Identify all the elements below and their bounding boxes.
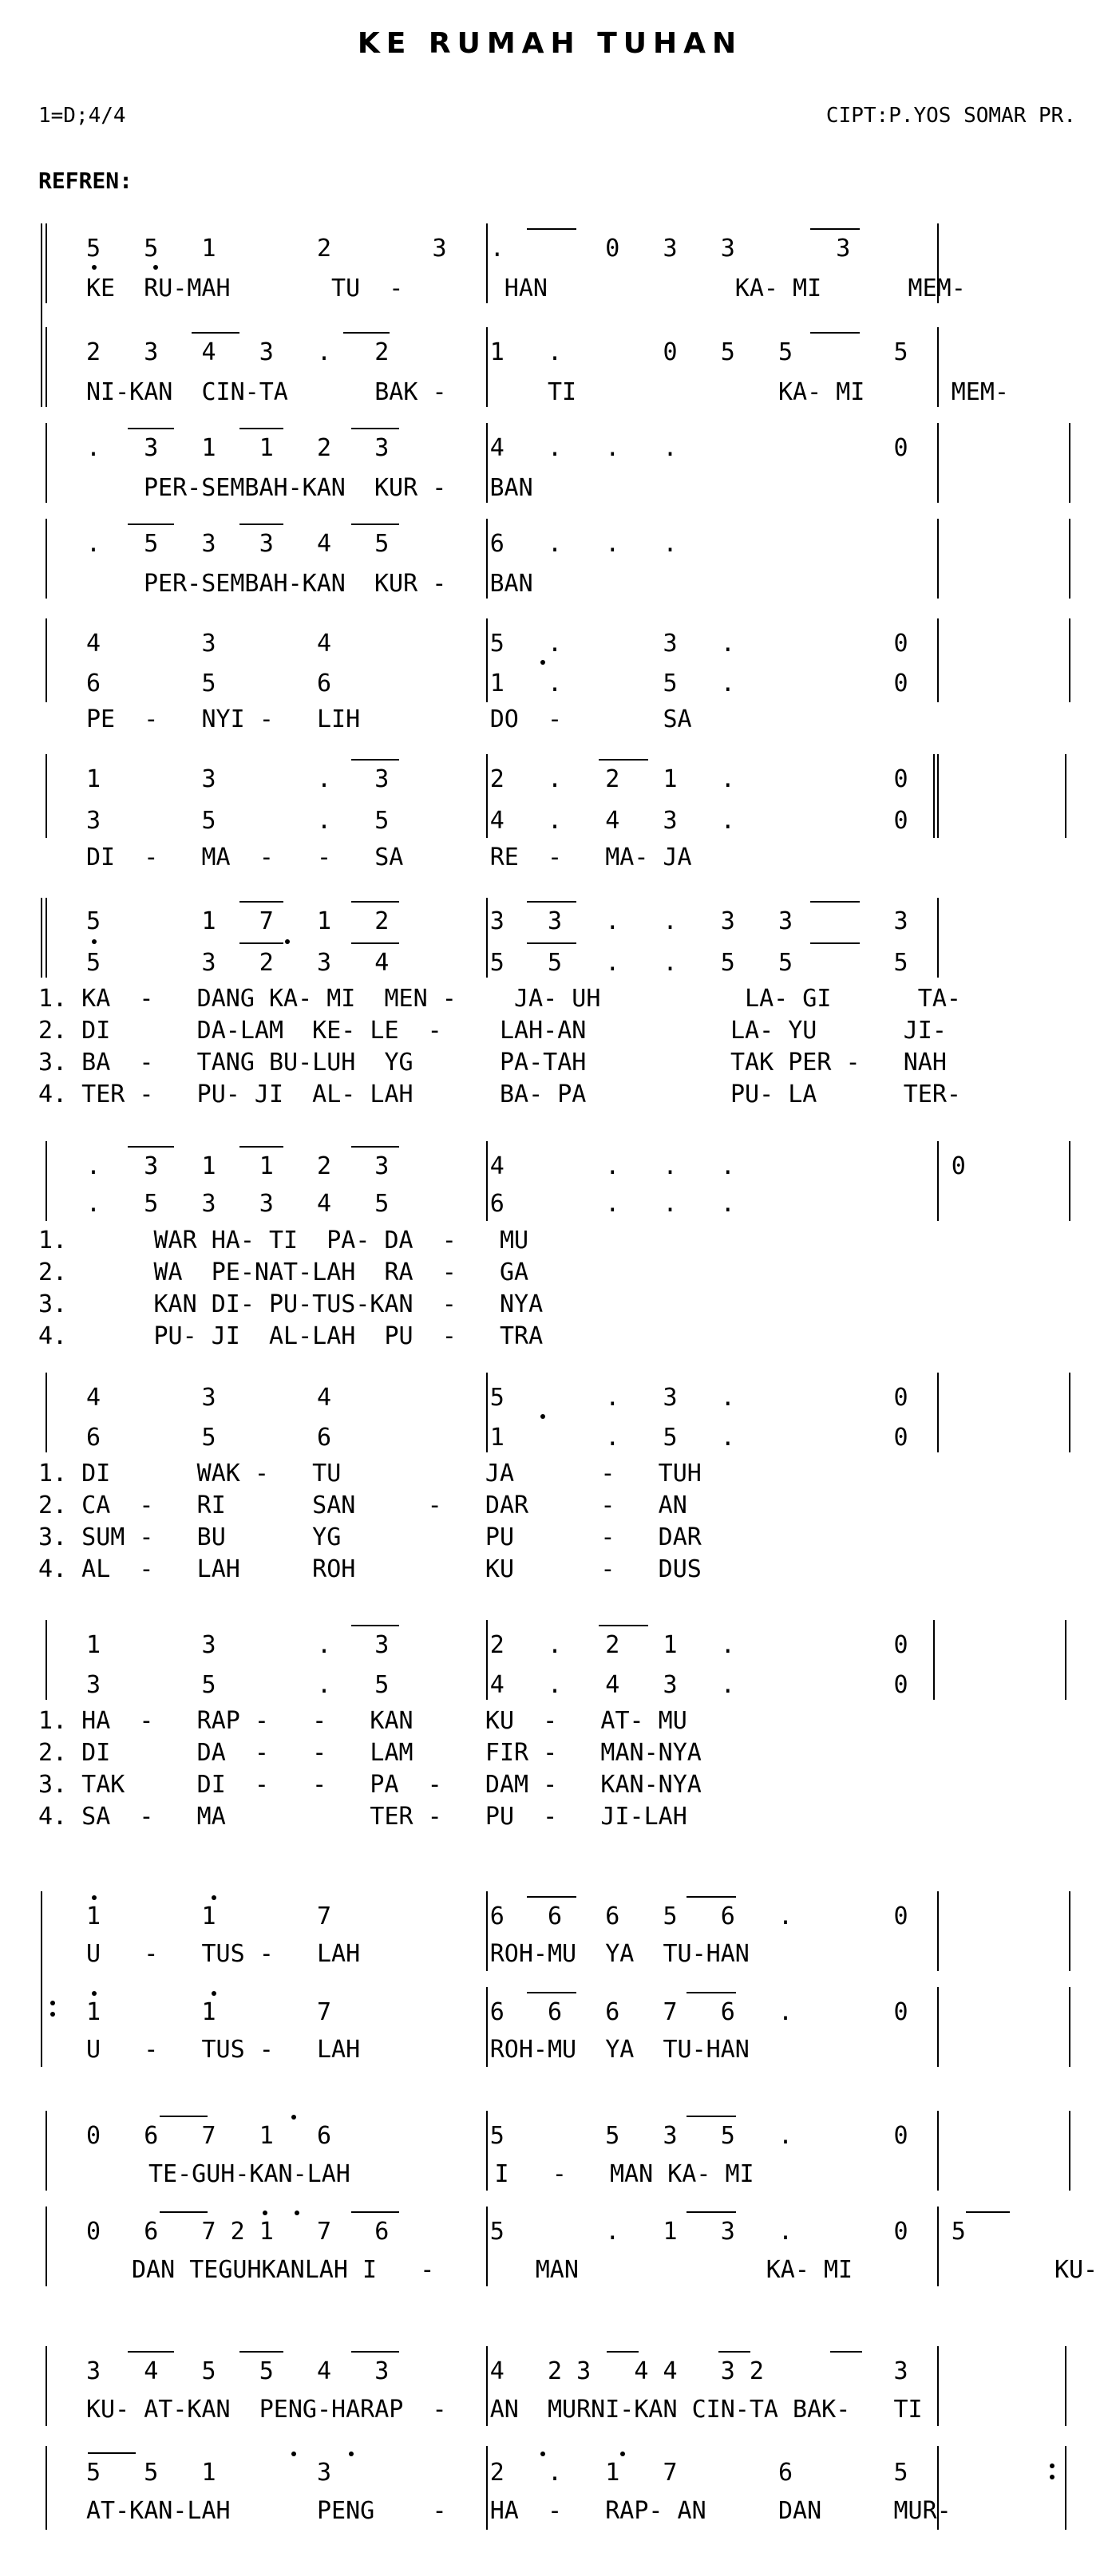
octave-dot bbox=[349, 2452, 354, 2456]
lyric-line: KU- AT-KAN PENG-HARAP - AN MURNI-KAN CIN-TA BAK- TI bbox=[86, 2396, 923, 2424]
notes-line: 2 3 4 3 . 2 1 . 0 5 5 5 bbox=[86, 338, 908, 366]
notes-line: 0 6 7 1 6 5 5 3 5 . 0 bbox=[86, 2122, 908, 2150]
notes-line: 4 3 4 5 . 3 . 0 bbox=[86, 1384, 908, 1412]
lyric-line: 2. DI DA-LAM KE- LE - LAH-AN LA- YU JI- bbox=[38, 1017, 947, 1045]
refrain-label: REFREN: bbox=[38, 168, 133, 194]
octave-dot bbox=[212, 1895, 216, 1900]
octave-dot bbox=[92, 939, 97, 944]
notes-line: 0 6 7 2 1 7 6 5 . 1 3 . 0 5 bbox=[86, 2218, 966, 2246]
octave-dot bbox=[620, 2452, 625, 2456]
lyric-line: U - TUS - LAH ROH-MU YA TU-HAN bbox=[86, 2036, 750, 2064]
repeat-dot bbox=[50, 2012, 55, 2017]
lyric-line: DI - MA - - SA RE - MA- JA bbox=[86, 844, 692, 871]
notes-line: 5 3 2 3 4 5 5 . . 5 5 5 bbox=[86, 949, 908, 977]
lyric-line: 4. PU- JI AL-LAH PU - TRA bbox=[38, 1322, 544, 1350]
lyric-line: 2. WA PE-NAT-LAH RA - GA bbox=[38, 1258, 529, 1286]
lyric-line: NI-KAN CIN-TA BAK - TI KA- MI MEM- bbox=[86, 378, 1009, 406]
lyric-line: 3. KAN DI- PU-TUS-KAN - NYA bbox=[38, 1290, 544, 1318]
lyric-line: PER-SEMBAH-KAN KUR - BAN bbox=[144, 474, 533, 502]
octave-dot bbox=[92, 265, 97, 270]
octave-dot bbox=[263, 2211, 267, 2215]
notes-line: 3 5 . 5 4 . 4 3 . 0 bbox=[86, 1671, 908, 1699]
lyric-line: 1. KA - DANG KA- MI MEN - JA- UH LA- GI TA- bbox=[38, 985, 961, 1013]
notes-line: 1 1 7 6 6 6 5 6 . 0 bbox=[86, 1902, 908, 1930]
lyric-line: PE - NYI - LIH DO - SA bbox=[86, 705, 692, 733]
notes-line: 6 5 6 1 . 5 . 0 bbox=[86, 670, 908, 697]
notes-line: 1 3 . 3 2 . 2 1 . 0 bbox=[86, 1631, 908, 1659]
notes-line: . 5 3 3 4 5 6 . . . bbox=[86, 530, 678, 558]
lyric-line: TE-GUH-KAN-LAH I - MAN KA- MI bbox=[148, 2160, 754, 2188]
lyric-line: 3. BA - TANG BU-LUH YG PA-TAH TAK PER - NAH bbox=[38, 1049, 947, 1077]
repeat-dot bbox=[50, 2001, 55, 2005]
notes-line: 1 1 7 6 6 6 7 6 . 0 bbox=[86, 1998, 908, 2026]
notes-line: 5 5 1 3 2 . 1 7 6 5 bbox=[86, 2459, 908, 2487]
lyric-line: 2. DI DA - - LAM FIR - MAN-NYA bbox=[38, 1739, 702, 1767]
notes-line: 3 5 . 5 4 . 4 3 . 0 bbox=[86, 807, 908, 835]
lyric-line: 1. HA - RAP - - KAN KU - AT- MU bbox=[38, 1707, 687, 1735]
lyric-line: 3. SUM - BU YG PU - DAR bbox=[38, 1523, 702, 1551]
octave-dot bbox=[92, 1991, 97, 1996]
notes-line: 5 5 1 2 3 . 0 3 3 3 bbox=[86, 235, 851, 263]
composer: CIPT:P.YOS SOMAR PR. bbox=[825, 104, 1076, 128]
lyric-line: 4. SA - MA TER - PU - JI-LAH bbox=[38, 1803, 687, 1831]
lyric-line: U - TUS - LAH ROH-MU YA TU-HAN bbox=[86, 1940, 750, 1968]
lyric-line: 1. WAR HA- TI PA- DA - MU bbox=[38, 1227, 529, 1254]
octave-dot bbox=[285, 939, 290, 944]
octave-dot bbox=[291, 2452, 296, 2456]
notes-line: . 3 1 1 2 3 4 . . . 0 bbox=[86, 1152, 966, 1180]
octave-dot bbox=[153, 265, 158, 270]
notes-line: 4 3 4 5 . 3 . 0 bbox=[86, 630, 908, 658]
song-title: KE RUMAH TUHAN bbox=[357, 27, 743, 60]
octave-dot bbox=[540, 660, 545, 665]
lyric-line: 3. TAK DI - - PA - DAM - KAN-NYA bbox=[38, 1771, 702, 1799]
notes-line: . 5 3 3 4 5 6 . . . bbox=[86, 1190, 735, 1218]
lyric-line: 1. DI WAK - TU JA - TUH bbox=[38, 1460, 702, 1488]
notes-line: 3 4 5 5 4 3 4 2 3 4 4 3 2 3 bbox=[86, 2357, 908, 2385]
lyric-line: DAN TEGUHKANLAH I - MAN KA- MI KU- bbox=[132, 2256, 1098, 2284]
notes-line: 6 5 6 1 . 5 . 0 bbox=[86, 1424, 908, 1452]
lyric-line: KE RU-MAH TU - HAN KA- MI MEM- bbox=[86, 275, 966, 302]
octave-dot bbox=[540, 1414, 545, 1419]
lyric-line: AT-KAN-LAH PENG - HA - RAP- AN DAN MUR- bbox=[86, 2497, 952, 2525]
key-signature: 1=D;4/4 bbox=[38, 104, 126, 128]
octave-dot bbox=[212, 1991, 216, 1996]
octave-dot bbox=[291, 2115, 296, 2120]
lyric-line: 2. CA - RI SAN - DAR - AN bbox=[38, 1491, 687, 1519]
repeat-dot bbox=[1050, 2463, 1054, 2468]
octave-dot bbox=[295, 2211, 299, 2215]
octave-dot bbox=[540, 2452, 545, 2456]
notes-line: 5 1 7 1 2 3 3 . . 3 3 3 bbox=[86, 907, 908, 935]
lyric-line: PER-SEMBAH-KAN KUR - BAN bbox=[144, 570, 533, 598]
notes-line: 1 3 . 3 2 . 2 1 . 0 bbox=[86, 765, 908, 793]
octave-dot bbox=[92, 1895, 97, 1900]
repeat-dot bbox=[1050, 2475, 1054, 2479]
lyric-line: 4. AL - LAH ROH KU - DUS bbox=[38, 1555, 702, 1583]
lyric-line: 4. TER - PU- JI AL- LAH BA- PA PU- LA TER- bbox=[38, 1081, 961, 1108]
notes-line: . 3 1 1 2 3 4 . . . 0 bbox=[86, 434, 908, 462]
